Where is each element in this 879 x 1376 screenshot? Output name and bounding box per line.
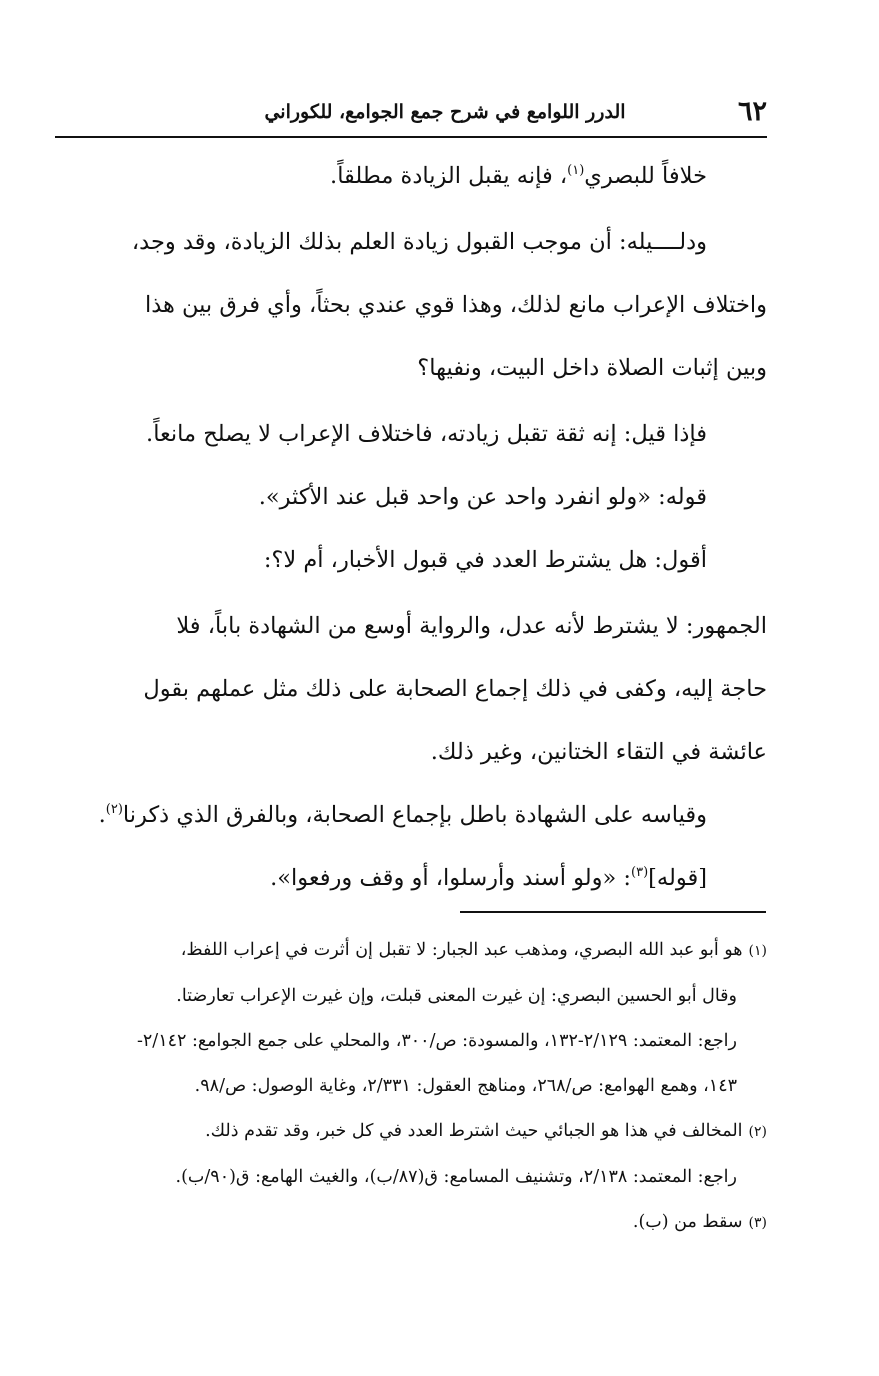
paragraph-2-line-2: واختلاف الإعراب مانع لذلك، وهذا قوي عندي بحثاً، وأي فرق بين هذا xyxy=(144,292,767,318)
paragraph-1-text-a: خلافاً للبصري xyxy=(584,163,707,189)
page-header xyxy=(55,94,767,130)
footnote-ref-3: (٣) xyxy=(631,865,649,880)
footnote-1 xyxy=(52,928,767,974)
footnote-2 xyxy=(52,1109,767,1155)
paragraph-8 xyxy=(50,847,767,910)
running-title: الدرر اللوامع في شرح جمع الجوامع، للكوراني xyxy=(264,101,626,123)
footnote-3-line-1: سقط من (ب). xyxy=(632,1212,743,1232)
paragraph-8-text-a: [قوله] xyxy=(648,865,707,891)
footnote-2-number: (٢) xyxy=(748,1124,767,1140)
paragraph-1-text-b: ، فإنه يقبل الزيادة مطلقاً. xyxy=(330,163,568,189)
paragraph-5: أقول: هل يشترط العدد في قبول الأخبار، أم لا؟: xyxy=(263,547,707,573)
footnote-2-line-2: راجع: المعتمد: ٢/١٣٨، وتشنيف المسامع: ق(٨٧/ب)، والغيث الهامع: ق(٩٠/ب). xyxy=(175,1167,737,1187)
main-text xyxy=(50,145,767,910)
footnote-1-line-2: وقال أبو الحسين البصري: إن غيرت المعنى قبلت، وإن غيرت الإعراب تعارضتا. xyxy=(176,986,737,1006)
footnote-1-line-4: ١٤٣، وهمع الهوامع: ص/٢٦٨، ومناهج العقول: ٢/٣٣١، وغاية الوصول: ص/٩٨. xyxy=(194,1076,737,1096)
paragraph-6-line-2: حاجة إليه، وكفى في ذلك إجماع الصحابة على ذلك مثل عملهم بقول xyxy=(143,676,767,702)
paragraph-7-text-b: . xyxy=(98,802,106,828)
footnote-2-line-1: المخالف في هذا هو الجبائي حيث اشترط العدد في كل خبر، وقد تقدم ذلك. xyxy=(205,1121,743,1141)
paragraph-7 xyxy=(50,784,767,847)
footnote-1-line-1: هو أبو عبد الله البصري، ومذهب عبد الجبار: لا تقبل إن أثرت في إعراب اللفظ، xyxy=(180,940,743,960)
footnote-ref-2: (٢) xyxy=(105,802,123,817)
paragraph-6-line-3: عائشة في التقاء الختانين، وغير ذلك. xyxy=(430,739,767,765)
paragraph-2-line-3: وبين إثبات الصلاة داخل البيت، ونفيها؟ xyxy=(417,355,767,381)
header-rule xyxy=(55,136,767,138)
page-number: ٦٢ xyxy=(737,96,767,127)
footnote-3-number: (٣) xyxy=(748,1215,767,1231)
footnote-1-line-3: راجع: المعتمد: ٢/١٢٩-١٣٢، والمسودة: ص/٣٠٠، والمحلي على جمع الجوامع: ٢/١٤٢- xyxy=(136,1031,737,1051)
paragraph-4: قوله: «ولو انفرد واحد عن واحد قبل عند الأكثر». xyxy=(258,484,707,510)
footnotes xyxy=(52,928,767,1246)
footnote-3 xyxy=(52,1200,767,1246)
paragraph-3: فإذا قيل: إنه ثقة تقبل زيادته، فاختلاف الإعراب لا يصلح مانعاً. xyxy=(146,421,707,447)
footnote-ref-1: (١) xyxy=(567,163,585,178)
footnote-1-number: (١) xyxy=(748,943,767,959)
paragraph-8-text-b: : «ولو أسند وأرسلوا، أو وقف ورفعوا». xyxy=(270,865,631,891)
paragraph-2-line-1: ودلــــيله: أن موجب القبول زيادة العلم بذلك الزيادة، وقد وجد، xyxy=(131,229,707,255)
paragraph-6-line-1: الجمهور: لا يشترط لأنه عدل، والرواية أوسع من الشهادة باباً، فلا xyxy=(176,613,767,639)
footnote-separator xyxy=(460,911,766,913)
paragraph-7-text-a: وقياسه على الشهادة باطل بإجماع الصحابة، وبالفرق الذي ذكرنا xyxy=(122,802,707,828)
paragraph-1 xyxy=(50,145,767,208)
